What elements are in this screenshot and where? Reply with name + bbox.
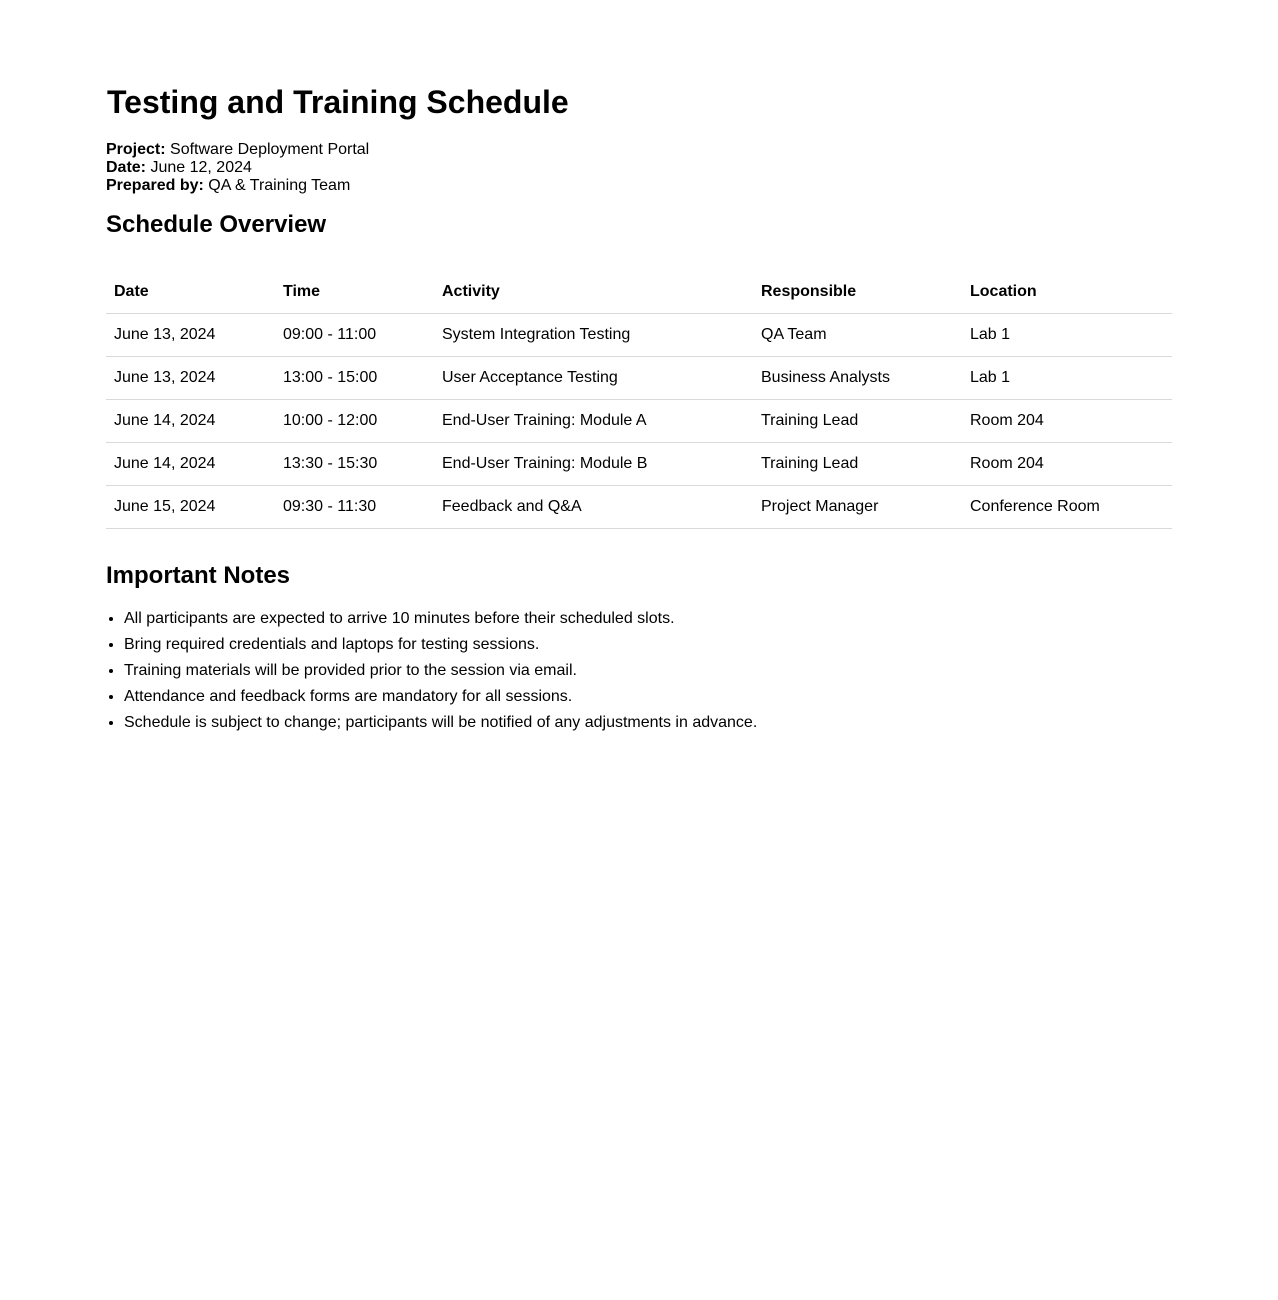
page-title: Testing and Training Schedule: [107, 84, 569, 120]
meta-label: Project:: [106, 141, 166, 158]
schedule-table: [106, 271, 1172, 529]
cell-activity: User Acceptance Testing: [434, 357, 753, 400]
meta-value: June 12, 2024: [150, 159, 252, 176]
cell-time: 09:30 - 11:30: [275, 486, 434, 529]
table-row: [106, 443, 1172, 486]
notes-list: [106, 606, 757, 736]
cell-location: Conference Room: [962, 486, 1172, 529]
cell-location: Lab 1: [962, 314, 1172, 357]
meta-project: [106, 141, 369, 159]
cell-responsible: Training Lead: [753, 443, 962, 486]
cell-time: 10:00 - 12:00: [275, 400, 434, 443]
cell-location: Room 204: [962, 400, 1172, 443]
meta-value: Software Deployment Portal: [170, 141, 370, 158]
cell-date: June 13, 2024: [106, 314, 275, 357]
schedule-heading: Schedule Overview: [106, 211, 327, 238]
cell-activity: End-User Training: Module B: [434, 443, 753, 486]
cell-time: 09:00 - 11:00: [275, 314, 434, 357]
table-row: [106, 486, 1172, 529]
cell-date: June 14, 2024: [106, 443, 275, 486]
column-header-time: Time: [275, 271, 434, 314]
meta-date: [106, 159, 369, 177]
list-item: • Bring required credentials and laptops for testing sessions.: [124, 632, 757, 658]
cell-date: June 15, 2024: [106, 486, 275, 529]
cell-location: Room 204: [962, 443, 1172, 486]
document-meta: [106, 141, 369, 195]
column-header-location: Location: [962, 271, 1172, 314]
column-header-responsible: Responsible: [753, 271, 962, 314]
cell-date: June 14, 2024: [106, 400, 275, 443]
notes-heading: Important Notes: [106, 562, 291, 589]
cell-responsible: Business Analysts: [753, 357, 962, 400]
cell-responsible: QA Team: [753, 314, 962, 357]
cell-location: Lab 1: [962, 357, 1172, 400]
list-item: • Schedule is subject to change; participants will be notified of any adjustments in advance.: [124, 710, 757, 736]
meta-label: Date:: [106, 159, 147, 176]
table-header-row: [106, 271, 1172, 314]
cell-responsible: Project Manager: [753, 486, 962, 529]
list-item: • Attendance and feedback forms are mandatory for all sessions.: [124, 684, 757, 710]
meta-prepared-by: [106, 177, 369, 195]
table-row: [106, 400, 1172, 443]
cell-activity: End-User Training: Module A: [434, 400, 753, 443]
column-header-date: Date: [106, 271, 275, 314]
list-item: • All participants are expected to arrive 10 minutes before their scheduled slots.: [124, 606, 757, 632]
table-row: [106, 314, 1172, 357]
cell-date: June 13, 2024: [106, 357, 275, 400]
meta-label: Prepared by:: [106, 177, 204, 194]
list-item: • Training materials will be provided prior to the session via email.: [124, 658, 757, 684]
cell-activity: Feedback and Q&A: [434, 486, 753, 529]
cell-activity: System Integration Testing: [434, 314, 753, 357]
cell-responsible: Training Lead: [753, 400, 962, 443]
cell-time: 13:00 - 15:00: [275, 357, 434, 400]
meta-value: QA & Training Team: [208, 177, 351, 194]
column-header-activity: Activity: [434, 271, 753, 314]
cell-time: 13:30 - 15:30: [275, 443, 434, 486]
table-row: [106, 357, 1172, 400]
